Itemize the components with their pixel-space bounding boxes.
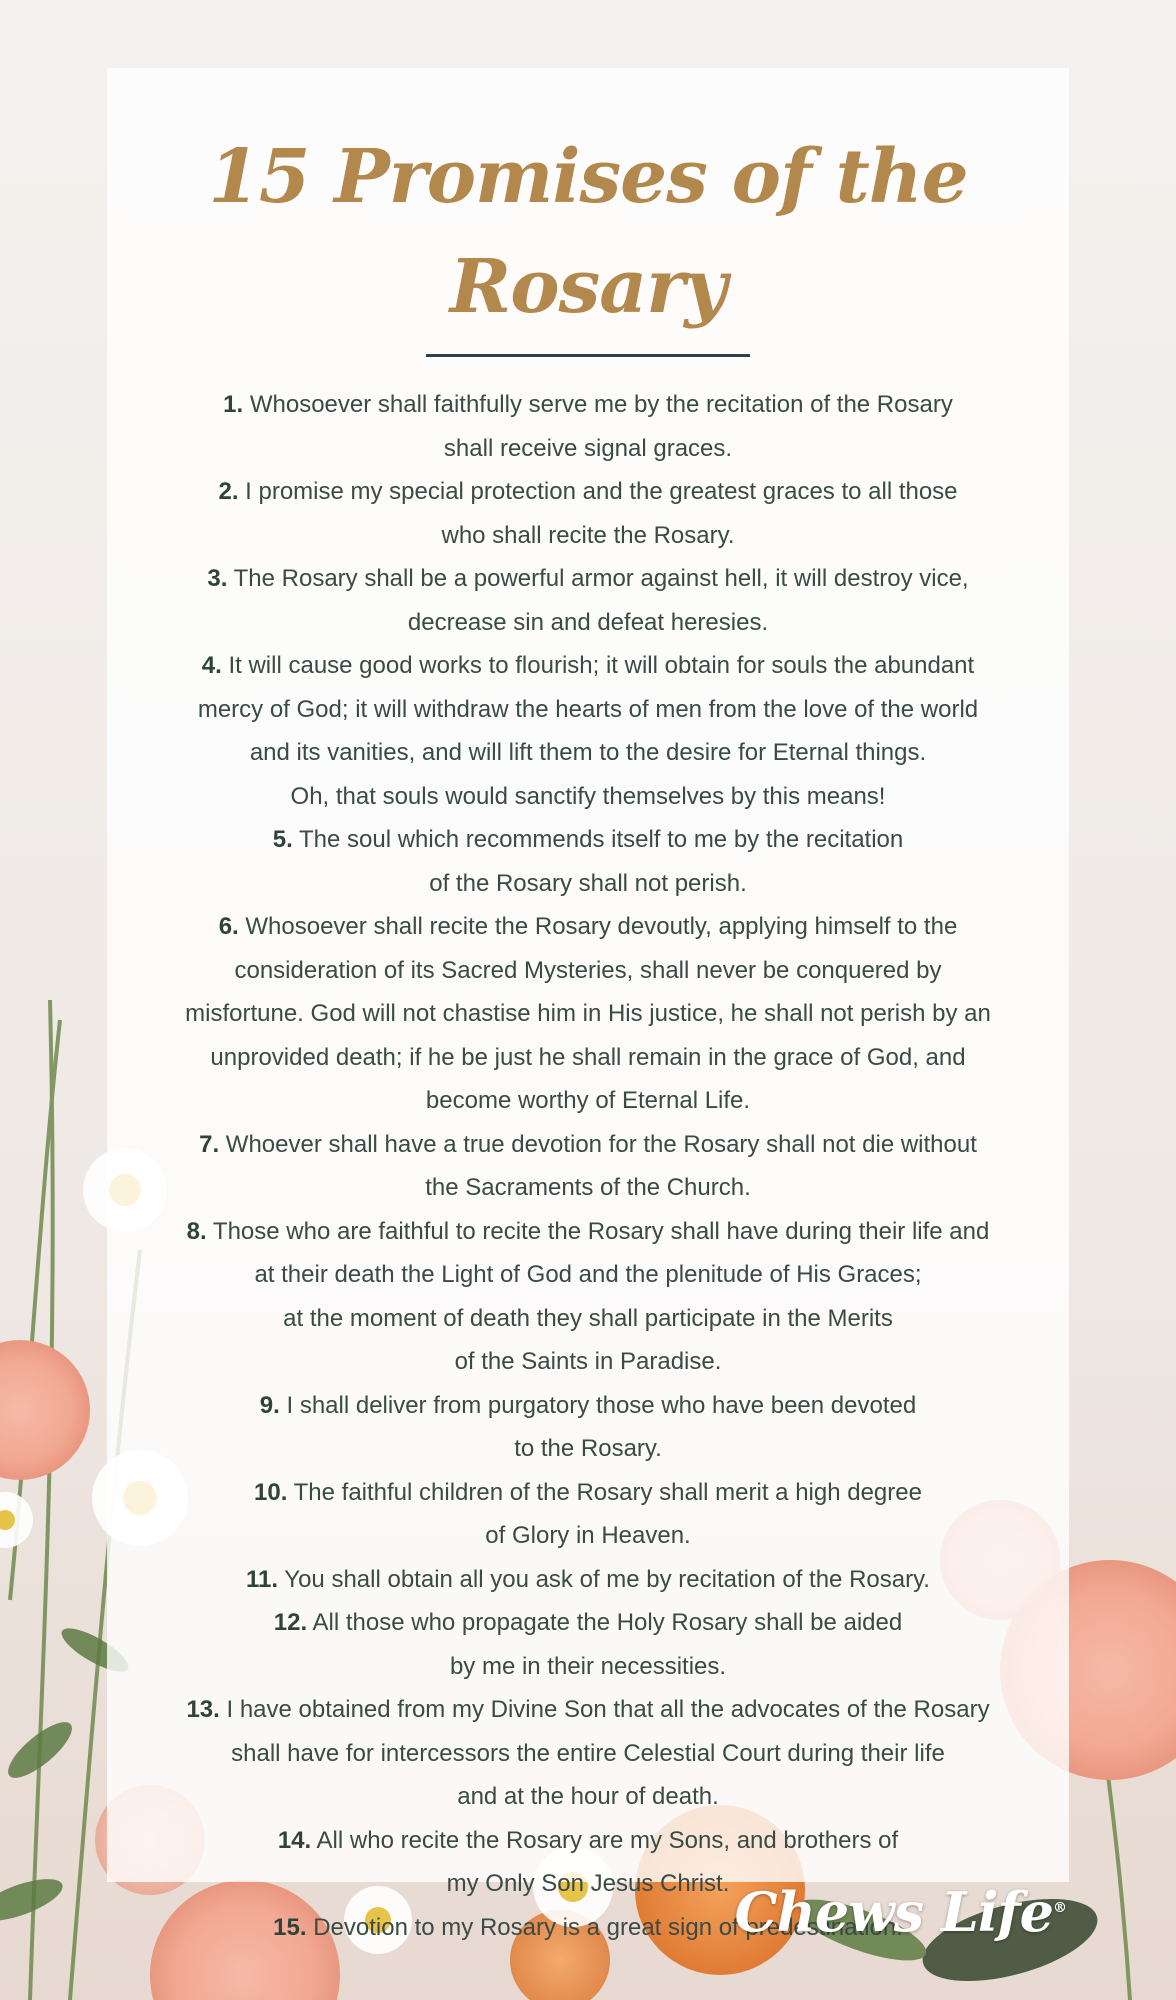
promise-number: 3. — [207, 565, 228, 592]
promise-text: who shall recite the Rosary. — [441, 521, 735, 549]
promise-text: shall receive signal graces. — [443, 434, 733, 462]
promise-line — [107, 688, 1069, 732]
promise-text: I shall deliver from purgatory those who have been devoted — [286, 1391, 917, 1419]
promise-text: Oh, that souls would sanctify themselves by this means! — [290, 782, 886, 810]
promise-line — [107, 1340, 1069, 1384]
promise-text: at their death the Light of God and the plenitude of His Graces; — [254, 1261, 922, 1288]
promise-number: 6. — [218, 913, 239, 940]
promise-line — [107, 557, 1069, 601]
promise-text: become worthy of Eternal Life. — [425, 1087, 751, 1114]
promise-text: misfortune. God will not chastise him in His justice, he shall not perish by an — [185, 1000, 991, 1027]
promise-text: my Only Son Jesus Christ. — [446, 1870, 730, 1897]
promise-text: The soul which recommends itself to me by the recitation — [298, 826, 904, 853]
promise-line — [107, 1471, 1069, 1515]
promise-line — [107, 1166, 1069, 1210]
promise-text: Those who are faithful to recite the Rosary shall have during their life and — [212, 1217, 990, 1245]
promise-line — [107, 731, 1069, 775]
promise-text: Devotion to my Rosary is a great sign of predestination. — [313, 1913, 903, 1941]
promise-line — [107, 1079, 1069, 1123]
promise-text: All those who propagate the Holy Rosary shall be aided — [312, 1609, 903, 1636]
logo-text: Chews Life — [734, 1880, 1053, 1944]
promise-number: 1. — [223, 391, 244, 418]
promise-line — [107, 775, 1069, 819]
promise-line — [107, 1819, 1069, 1863]
promise-line — [107, 992, 1069, 1036]
promise-line — [107, 862, 1069, 906]
promise-text: consideration of its Sacred Mysteries, shall never be conquered by — [234, 956, 942, 984]
promise-text: decrease sin and defeat heresies. — [407, 608, 769, 636]
promise-text: The faithful children of the Rosary shall merit a high degree — [293, 1478, 922, 1506]
promise-number: 2. — [218, 478, 239, 505]
promise-line — [107, 1645, 1069, 1689]
promise-line — [107, 1514, 1069, 1558]
promise-line — [107, 1253, 1069, 1297]
promise-line — [107, 1427, 1069, 1471]
promise-text: unprovided death; if he be just he shall remain in the grace of God, and — [210, 1043, 966, 1071]
promise-text: Whosoever shall recite the Rosary devoutly, applying himself to the — [245, 913, 958, 940]
promise-text: I have obtained from my Divine Son that all the advocates of the Rosary — [226, 1696, 990, 1723]
promise-line — [107, 1558, 1069, 1602]
promise-text: I promise my special protection and the greatest graces to all those — [245, 478, 958, 505]
promise-line — [107, 1123, 1069, 1167]
promise-number: 5. — [272, 826, 293, 853]
promise-text: All who recite the Rosary are my Sons, and brothers of — [316, 1826, 899, 1854]
chews-life-logo — [735, 1880, 1066, 1944]
promise-number: 12. — [273, 1609, 308, 1636]
page-title: 15 Promises of the Rosary — [208, 134, 968, 330]
promise-text: shall have for intercessors the entire Celestial Court during their life — [231, 1739, 945, 1767]
promise-text: of Glory in Heaven. — [485, 1522, 691, 1549]
promise-line — [107, 1210, 1069, 1254]
promise-number: 10. — [254, 1478, 288, 1506]
registered-mark: ® — [1053, 1900, 1066, 1916]
promise-number: 14. — [277, 1826, 312, 1854]
promise-number: 8. — [186, 1217, 207, 1245]
promise-text: and at the hour of death. — [457, 1783, 719, 1810]
promise-text: You shall obtain all you ask of me by recitation of the Rosary. — [284, 1565, 930, 1593]
promise-text: of the Rosary shall not perish. — [429, 869, 747, 897]
promise-text: of the Saints in Paradise. — [454, 1348, 722, 1375]
promise-line — [107, 818, 1069, 862]
promise-number: 9. — [259, 1391, 280, 1419]
promise-text: It will cause good works to flourish; it will obtain for souls the abundant — [228, 652, 975, 679]
promise-text: at the moment of death they shall participate in the Merits — [283, 1304, 893, 1332]
promise-text: Whosoever shall faithfully serve me by the recitation of the Rosary — [249, 391, 953, 418]
promise-number: 7. — [199, 1130, 220, 1158]
promise-number: 15. — [273, 1913, 307, 1941]
promise-line — [107, 949, 1069, 993]
promise-line — [107, 470, 1069, 514]
promise-number: 13. — [186, 1696, 220, 1723]
promise-list — [107, 383, 1069, 1949]
promise-text: the Sacraments of the Church. — [425, 1174, 751, 1201]
promise-line — [107, 383, 1069, 427]
promise-text: by me in their necessities. — [449, 1652, 727, 1680]
promise-line — [107, 1297, 1069, 1341]
promise-number: 11. — [246, 1565, 279, 1593]
title-divider — [426, 354, 750, 357]
promise-text: Whoever shall have a true devotion for the Rosary shall not die without — [225, 1130, 977, 1158]
promise-number: 4. — [201, 652, 222, 679]
promise-line — [107, 1732, 1069, 1776]
promise-line — [107, 644, 1069, 688]
promise-line — [107, 1036, 1069, 1080]
promise-line — [107, 1688, 1069, 1732]
promise-line — [107, 905, 1069, 949]
promise-text: The Rosary shall be a powerful armor against hell, it will destroy vice, — [233, 565, 969, 592]
promise-line — [107, 427, 1069, 471]
promise-text: and its vanities, and will lift them to the desire for Eternal things. — [249, 739, 927, 766]
promise-line — [107, 1384, 1069, 1428]
promise-text: to the Rosary. — [514, 1435, 662, 1462]
promise-line — [107, 601, 1069, 645]
promise-text: mercy of God; it will withdraw the hearts of men from the love of the world — [197, 695, 979, 723]
promise-line — [107, 1601, 1069, 1645]
promise-line — [107, 514, 1069, 558]
promise-line — [107, 1775, 1069, 1819]
